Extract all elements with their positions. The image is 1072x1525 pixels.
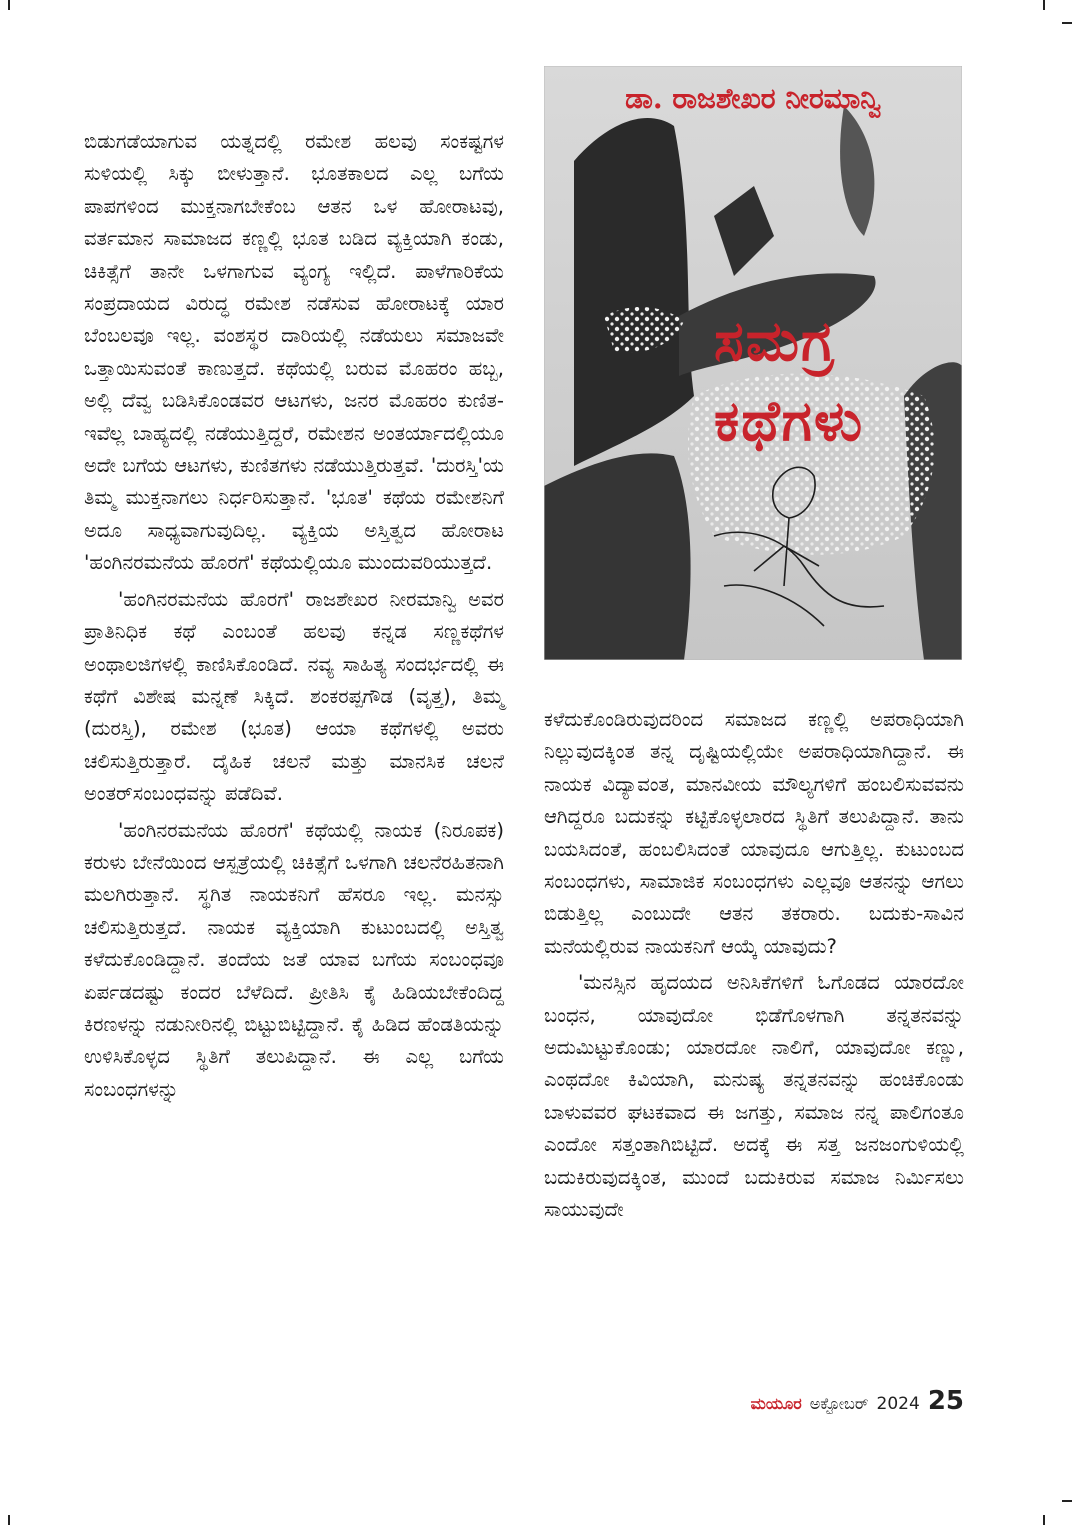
issue-month: ಅಕ್ಟೋಬರ್ [809, 1394, 869, 1413]
paragraph-left-3: 'ಹಂಗಿನರಮನೆಯ ಹೊರಗೆ' ಕಥೆಯಲ್ಲಿ ನಾಯಕ (ನಿರೂಪಕ) ಕರುಳು ಬೇನೆಯಿಂದ ಆಸ್ಪತ್ರೆಯಲ್ಲಿ ಚಿಕಿತ್ಸೆಗೆ ಒಳಗಾಗಿ ಚಲನೆರಹಿತನಾಗಿ ಮಲಗಿರುತ್ತಾನೆ. ಸ್ಥಗಿತ ನಾಯಕನಿಗೆ ಹೆಸರೂ ಇಲ್ಲ. ಮನಸ್ಸು ಚಲಿಸುತ್ತಿರುತ್ತದೆ. ನಾಯಕ ವ್ಯಕ್ತಿಯಾಗಿ ಕುಟುಂಬದಲ್ಲಿ ಅಸ್ತಿತ್ವ ಕಳೆದುಕೊಂಡಿದ್ದಾನೆ. ತಂದೆಯ ಜತೆ ಯಾವ ಬಗೆಯ ಸಂಬಂಧವೂ ಏರ್ಪಡದಷ್ಟು ಕಂದರ ಬೆಳೆದಿದೆ. ಪ್ರೀತಿಸಿ ಕೈ ಹಿಡಿಯಬೇಕೆಂದಿದ್ದ ಕಿರಣಳನ್ನು ನಡುನೀರಿನಲ್ಲಿ ಬಿಟ್ಟುಬಿಟ್ಟಿದ್ದಾನೆ. ಕೈ ಹಿಡಿದ ಹೆಂಡತಿಯನ್ನು ಉಳಿಸಿಕೊಳ್ಳದ ಸ್ಥಿತಿಗೆ ತಲುಪಿದ್ದಾನೆ. ಈ ಎಲ್ಲ ಬಗೆಯ ಸಂಬಂಧಗಳನ್ನು [84, 818, 504, 1101]
paragraph-right-2: 'ಮನಸ್ಸಿನ ಹೃದಯದ ಅನಿಸಿಕೆಗಳಿಗೆ ಓಗೊಡದ ಯಾರದೋ ಬಂಧನ, ಯಾವುದೋ ಭಿಡೆಗೊಳಗಾಗಿ ತನ್ನತನವನ್ನು ಅದುಮಿಟ್ಟುಕೊಂಡು; ಯಾರದೋ ನಾಲಿಗೆ, ಯಾವುದೋ ಕಣ್ಣು, ಎಂಥದೋ ಕಿವಿಯಾಗಿ, ಮನುಷ್ಯ ತನ್ನತನವನ್ನು ಹಂಚಿಕೊಂಡು ಬಾಳುವವರ ಘಟಕವಾದ ಈ ಜಗತ್ತು, ಸಮಾಜ ನನ್ನ ಪಾಲಿಗಂತೂ ಎಂದೋ ಸತ್ತಂತಾಗಿಬಿಟ್ಟಿದೆ. ಅದಕ್ಕೆ ಈ ಸತ್ತ ಜನಜಂಗುಳಿಯಲ್ಲಿ ಬದುಕಿರುವುದಕ್ಕಿಂತ, ಮುಂದೆ ಬದುಕಿರುವ ಸಮಾಜ ನಿರ್ಮಿಸಲು ಸಾಯುವುದೇ [544, 971, 964, 1222]
crop-mark-top-right [1043, 0, 1045, 10]
issue-year: 2024 [876, 1394, 920, 1414]
article-column-left [84, 126, 504, 1110]
page-footer [700, 1386, 964, 1426]
crop-mark-right-upper [1062, 22, 1072, 24]
magazine-name: ಮಯೂರ [750, 1394, 802, 1413]
book-cover-image [544, 66, 962, 660]
paragraph-right-1: ಕಳೆದುಕೊಂಡಿರುವುದರಿಂದ ಸಮಾಜದ ಕಣ್ಣಲ್ಲಿ ಅಪರಾಧಿಯಾಗಿ ನಿಲ್ಲುವುದಕ್ಕಿಂತ ತನ್ನ ದೃಷ್ಟಿಯಲ್ಲಿಯೇ ಅಪರಾಧಿಯಾಗಿದ್ದಾನೆ. ಈ ನಾಯಕ ವಿದ್ಯಾವಂತ, ಮಾನವೀಯ ಮೌಲ್ಯಗಳಿಗೆ ಹಂಬಲಿಸುವವನು ಆಗಿದ್ದರೂ ಬದುಕನ್ನು ಕಟ್ಟಿಕೊಳ್ಳಲಾರದ ಸ್ಥಿತಿಗೆ ತಲುಪಿದ್ದಾನೆ. ತಾನು ಬಯಸಿದಂತೆ, ಹಂಬಲಿಸಿದಂತೆ ಯಾವುದೂ ಆಗುತ್ತಿಲ್ಲ. ಕುಟುಂಬದ ಸಂಬಂಧಗಳು, ಸಾಮಾಜಿಕ ಸಂಬಂಧಗಳು ಎಲ್ಲವೂ ಆತನನ್ನು ಆಗಲು ಬಿಡುತ್ತಿಲ್ಲ ಎಂಬುದೇ ಆತನ ತಕರಾರು. ಬದುಕು-ಸಾವಿನ ಮನೆಯಲ್ಲಿರುವ ನಾಯಕನಿಗೆ ಆಯ್ಕೆ ಯಾವುದು? [544, 708, 964, 958]
crop-mark-bottom-right [1043, 1515, 1045, 1525]
crop-mark-bottom-left [8, 1515, 10, 1525]
cover-title-line-1: ಸಮಗ್ರ [714, 308, 836, 374]
page-number: 25 [927, 1386, 964, 1416]
cover-author-name: ಡಾ. ರಾಜಶೇಖರ ನೀರಮಾನ್ವಿ [625, 82, 881, 115]
crop-mark-top-left [8, 0, 10, 10]
paragraph-left-1: ಬಿಡುಗಡೆಯಾಗುವ ಯತ್ನದಲ್ಲಿ ರಮೇಶ ಹಲವು ಸಂಕಷ್ಟಗಳ ಸುಳಿಯಲ್ಲಿ ಸಿಕ್ಕು ಬೀಳುತ್ತಾನೆ. ಭೂತಕಾಲದ ಎಲ್ಲ ಬಗೆಯ ಪಾಪಗಳಿಂದ ಮುಕ್ತನಾಗಬೇಕೆಂಬ ಆತನ ಒಳ ಹೋರಾಟವು, ವರ್ತಮಾನ ಸಾಮಾಜದ ಕಣ್ಣಲ್ಲಿ ಭೂತ ಬಡಿದ ವ್ಯಕ್ತಿಯಾಗಿ ಕಂಡು, ಚಿಕಿತ್ಸೆಗೆ ತಾನೇ ಒಳಗಾಗುವ ವ್ಯಂಗ್ಯ ಇಲ್ಲಿದೆ. ಪಾಳೆಗಾರಿಕೆಯ ಸಂಪ್ರದಾಯದ ವಿರುದ್ಧ ರಮೇಶ ನಡೆಸುವ ಹೋರಾಟಕ್ಕೆ ಯಾರ ಬೆಂಬಲವೂ ಇಲ್ಲ. ವಂಶಸ್ಥರ ದಾರಿಯಲ್ಲಿ ನಡೆಯಲು ಸಮಾಜವೇ ಒತ್ತಾಯಿಸುವಂತೆ ಕಾಣುತ್ತದೆ. ಕಥೆಯಲ್ಲಿ ಬರುವ ಮೊಹರಂ ಹಬ್ಬ, ಅಲ್ಲಿ ದೆವ್ವ ಬಡಿಸಿಕೊಂಡವರ ಆಟಗಳು, ಜನರ ಮೊಹರಂ ಕುಣಿತ-ಇವೆಲ್ಲ ಬಾಹ್ಯದಲ್ಲಿ ನಡೆಯುತ್ತಿದ್ದರೆ, ರಮೇಶನ ಅಂತರ್ಯಾದಲ್ಲಿಯೂ ಅದೇ ಬಗೆಯ ಆಟಗಳು, ಕುಣಿತಗಳು ನಡೆಯುತ್ತಿರುತ್ತವೆ. 'ದುರಸ್ತಿ'ಯ ತಿಮ್ಮ ಮುಕ್ತನಾಗಲು ನಿರ್ಧರಿಸುತ್ತಾನೆ. 'ಭೂತ' ಕಥೆಯ ರಮೇಶನಿಗೆ ಅದೂ ಸಾಧ್ಯವಾಗುವುದಿಲ್ಲ. ವ್ಯಕ್ತಿಯ ಅಸ್ತಿತ್ವದ ಹೋರಾಟ 'ಹಂಗಿನರಮನೆಯ ಹೊರಗೆ' ಕಥೆಯಲ್ಲಿಯೂ ಮುಂದುವರಿಯುತ್ತದೆ. [84, 130, 504, 575]
article-column-right [544, 704, 964, 1231]
crop-mark-right-lower [1062, 1500, 1072, 1502]
cover-title [714, 301, 954, 461]
paragraph-left-2: 'ಹಂಗಿನರಮನೆಯ ಹೊರಗೆ' ರಾಜಶೇಖರ ನೀರಮಾನ್ವಿ ಅವರ ಪ್ರಾತಿನಿಧಿಕ ಕಥೆ ಎಂಬಂತೆ ಹಲವು ಕನ್ನಡ ಸಣ್ಣಕಥೆಗಳ ಅಂಥಾಲಜಿಗಳಲ್ಲಿ ಕಾಣಿಸಿಕೊಂಡಿದೆ. ನವ್ಯ ಸಾಹಿತ್ಯ ಸಂದರ್ಭದಲ್ಲಿ ಈ ಕಥೆಗೆ ವಿಶೇಷ ಮನ್ನಣೆ ಸಿಕ್ಕಿದೆ. ಶಂಕರಪ್ಪಗೌಡ (ವೃತ್ತ), ತಿಮ್ಮ (ದುರಸ್ತಿ), ರಮೇಶ (ಭೂತ) ಆಯಾ ಕಥೆಗಳಲ್ಲಿ ಅವರು ಚಲಿಸುತ್ತಿರುತ್ತಾರೆ. ದೈಹಿಕ ಚಲನೆ ಮತ್ತು ಮಾನಸಿಕ ಚಲನೆ ಅಂತರ್‌ಸಂಬಂಧವನ್ನು ಪಡೆದಿವೆ. [84, 587, 504, 806]
cover-title-line-2: ಕಥೆಗಳು [714, 388, 865, 454]
